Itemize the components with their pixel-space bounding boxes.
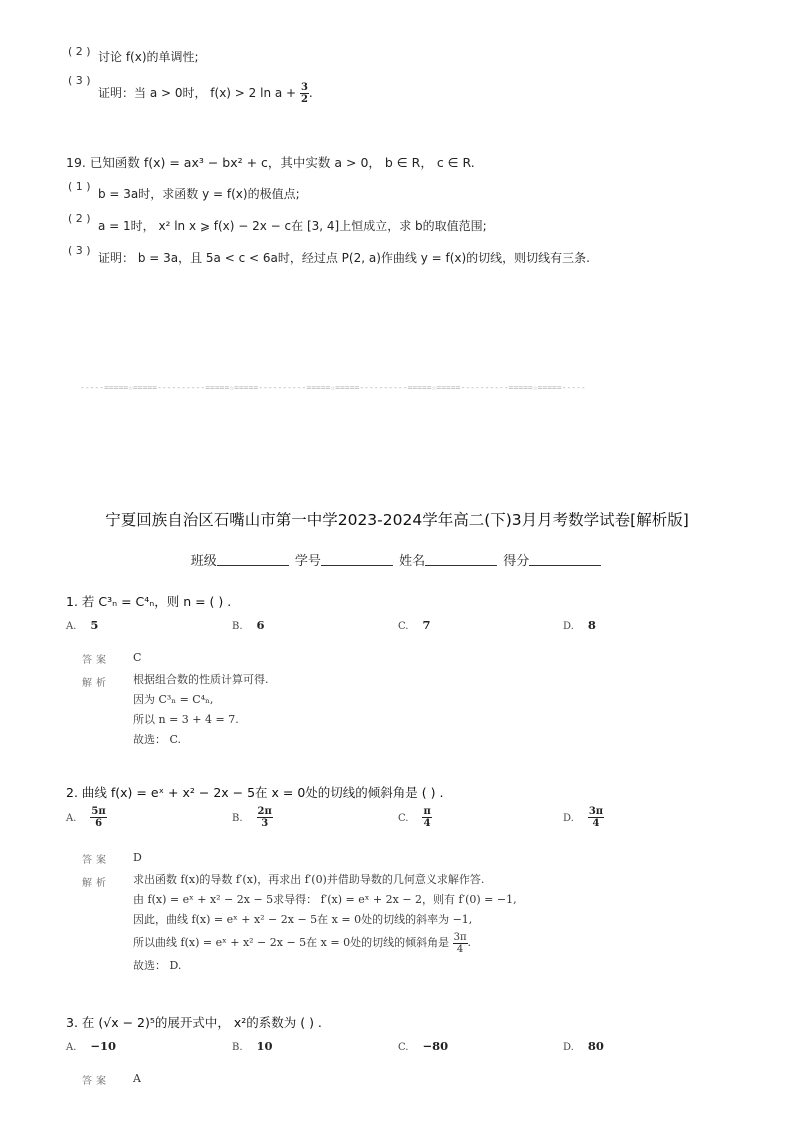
option-c: C. −80 xyxy=(398,1039,449,1053)
analysis-text: 根据组合数的性质计算可得. 因为 C³ₙ = C⁴ₙ, 所以 n = 3 + 4 = 7. 故选： C. xyxy=(133,673,269,746)
option-c: C. 7 xyxy=(398,618,431,632)
name-blank[interactable] xyxy=(425,553,497,566)
option-b: B. 10 xyxy=(232,1039,273,1053)
part-text: 证明： b = 3a，且 5a < c < 6a时，经过点 P(2, a)作曲线 y = f(x)的切线，则切线有三条. xyxy=(98,251,590,265)
option-c: C. $\frac{\pi}{4}$ xyxy=(398,806,431,829)
score-blank[interactable] xyxy=(529,553,601,566)
answer-label: 答案 xyxy=(82,1076,110,1087)
option-a: A. $\frac{5\pi}{6}$ xyxy=(66,806,106,829)
analysis-text: 求出函数 f(x)的导数 f′(x)，再求出 f′(0)并借助导数的几何意义求解作答. 由 f(x) = eˣ + x² − 2x − 5求导得： f′(x) = eˣ + 2x − 2，则有 f′(0) = −1, 因此，曲线 f(x) = eˣ + x² − 2x − 5在 x = 0处的切线的斜率为 −1, 所以曲线 f(x) = eˣ + x² − 2x − 5在 x = 0处的切线的倾斜角是 $\frac{3\pi}{4}$ . 故选： D. xyxy=(133,873,517,972)
question-stem: 3. 在 (√x − 2)⁵的展开式中， x²的系数为 ( ) . xyxy=(66,1015,322,1030)
id-blank[interactable] xyxy=(321,553,393,566)
section-divider: -----=====☆=====----------=====☆=====----------=====☆=====----------=====☆=====----------=====☆=====----- xyxy=(80,383,586,392)
answer-label: 答案 xyxy=(82,655,110,666)
part-text: 讨论 f(x)的单调性; xyxy=(98,50,199,64)
part-number: ( 1 ) xyxy=(68,180,91,193)
student-info-fields: 班级 学号 姓名 得分 xyxy=(0,550,794,569)
page-title: 宁夏回族自治区石嘴山市第一中学2023-2024学年高二(下)3月月考数学试卷[解析版] xyxy=(105,511,689,529)
answer-label: 答案 xyxy=(82,855,110,866)
part-number: ( 2 ) xyxy=(68,212,91,225)
option-d: D. $\frac{3\pi}{4}$ xyxy=(563,806,604,829)
answer-value: A xyxy=(133,1072,141,1085)
part-number: ( 3 ) xyxy=(68,244,91,257)
option-b: B. $\frac{2\pi}{3}$ xyxy=(232,806,272,829)
option-d: D. 80 xyxy=(563,1039,604,1053)
option-b: B. 6 xyxy=(232,618,265,632)
answer-value: C xyxy=(133,651,142,664)
part-text: a = 1时， x² ln x ⩾ f(x) − 2x − c在 [3, 4]上恒成立，求 b的取值范围; xyxy=(98,219,487,233)
part-text: b = 3a时，求函数 y = f(x)的极值点; xyxy=(98,187,300,201)
question-stem: 2. 曲线 f(x) = eˣ + x² − 2x − 5在 x = 0处的切线的倾斜角是 ( ) . xyxy=(66,785,444,800)
question-stem: 19. 已知函数 f(x) = ax³ − bx² + c，其中实数 a > 0， b ∈ R， c ∈ R. xyxy=(66,155,475,170)
analysis-label: 解析 xyxy=(82,878,110,889)
option-a: A. −10 xyxy=(66,1039,117,1053)
option-a: A. 5 xyxy=(66,618,99,632)
answer-value: D xyxy=(133,851,142,864)
part-number: ( 3 ) xyxy=(68,74,91,87)
analysis-label: 解析 xyxy=(82,678,110,689)
option-d: D. 8 xyxy=(563,618,596,632)
class-blank[interactable] xyxy=(217,553,289,566)
question-stem: 1. 若 C³ₙ = C⁴ₙ，则 n = ( ) . xyxy=(66,594,232,609)
part-text: 证明：当 a > 0时， f(x) > 2 ln a + $\frac{3}{2}$ . xyxy=(98,82,313,105)
part-number: ( 2 ) xyxy=(68,45,91,58)
fraction: $\frac{3}{2}$ xyxy=(300,82,308,105)
